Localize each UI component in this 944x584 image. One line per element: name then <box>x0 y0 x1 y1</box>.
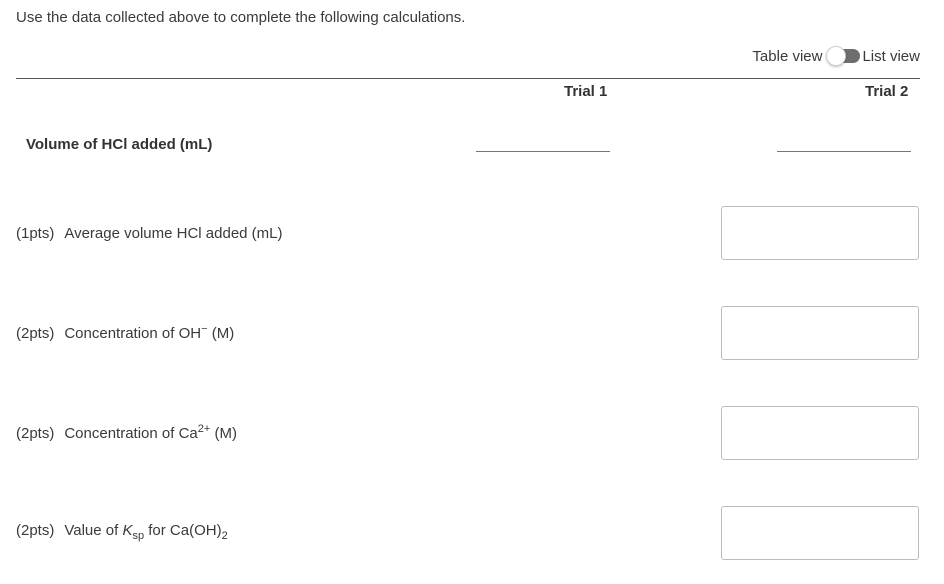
ksp-input[interactable] <box>721 506 919 560</box>
concentration-oh-row <box>16 325 234 342</box>
view-toggle <box>752 46 920 66</box>
volume-hcl-trial-2-input[interactable] <box>777 130 911 152</box>
average-volume-row <box>16 225 283 242</box>
points-label: (2pts) <box>16 522 55 539</box>
volume-hcl-trial-1-input[interactable] <box>476 130 610 152</box>
concentration-oh-label: Concentration of OH− (M) <box>64 323 235 342</box>
ksp-label: Value of $K_{sp}$ for $Ca(OH)_2$ <box>64 522 228 542</box>
points-label: (2pts) <box>16 425 55 442</box>
concentration-ca-row <box>16 425 237 442</box>
concentration-ca-label: Concentration of $Ca^{2+}$ (M) <box>64 423 237 442</box>
average-volume-input[interactable] <box>721 206 919 260</box>
instructions-text: Use the data collected above to complete the following calculations. <box>16 9 466 26</box>
average-volume-label: Average volume HCl added (mL) <box>64 225 283 242</box>
toggle-knob <box>826 46 846 66</box>
ksp-row <box>16 522 228 542</box>
view-toggle-switch[interactable] <box>826 46 860 66</box>
points-label: (2pts) <box>16 325 55 342</box>
column-header-trial-2: Trial 2 <box>865 83 909 100</box>
list-view-label[interactable]: List view <box>862 47 920 65</box>
column-header-trial-1: Trial 1 <box>564 83 608 100</box>
concentration-oh-input[interactable] <box>721 306 919 360</box>
concentration-ca-input[interactable] <box>721 406 919 460</box>
points-label: (1pts) <box>16 225 55 242</box>
table-view-label[interactable]: Table view <box>752 47 823 65</box>
header-divider <box>16 78 920 79</box>
volume-hcl-label: Volume of HCl added (mL) <box>26 136 213 153</box>
